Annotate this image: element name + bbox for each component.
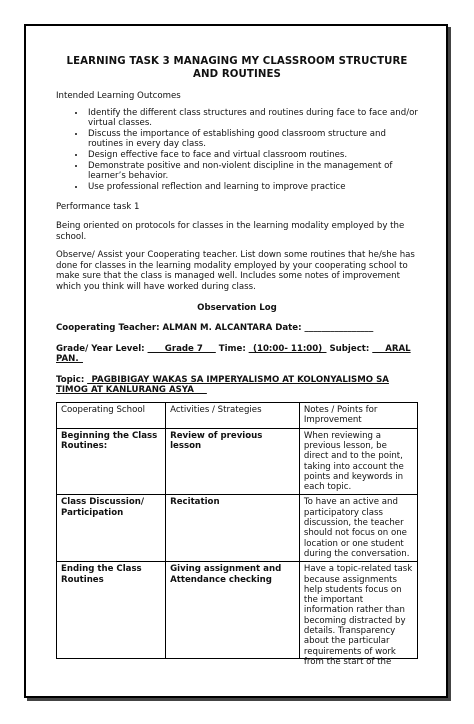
table-header-row <box>57 403 418 429</box>
row-routine: Ending the Class Routines <box>57 562 166 659</box>
header-notes: Notes / Points for Improvement <box>299 403 417 429</box>
outcomes-heading: Intended Learning Outcomes <box>56 91 181 101</box>
subject-value: ___ARAL PAN._ <box>56 343 411 365</box>
row-activity: Recitation <box>166 495 300 562</box>
row-notes: When reviewing a previous lesson, be direct and to the point, taking into account the points and keywords in each topic. <box>299 428 417 495</box>
observation-table <box>56 402 418 667</box>
row-notes <box>299 562 417 667</box>
table-row <box>57 495 418 562</box>
outcome-item: • Demonstrate positive and non-violent discipline in the management of learner’s behavior. <box>86 161 418 182</box>
header-cooperating-school: Cooperating School <box>57 403 166 429</box>
time-label: Time: <box>215 343 249 354</box>
row-activity: Review of previous lesson <box>166 428 300 495</box>
row-routine: Class Discussion/ Participation <box>57 495 166 562</box>
grade-label: Grade/ Year Level: <box>56 343 148 354</box>
row-routine: Beginning the Class Routines: <box>57 428 166 495</box>
outcome-item: • Identify the different class structures and routines during face to face and/or virtual classes. <box>86 108 418 129</box>
grade-value: ____Grade 7___ <box>147 343 216 354</box>
paragraph-orientation: Being oriented on protocols for classes in the learning modality employed by the school. <box>56 220 405 242</box>
row-activity: Giving assignment and Attendance checking <box>166 562 300 659</box>
table-row <box>57 428 418 495</box>
row-notes-text: Have a topic-related task because assignments help students focus on the important information rather than becoming distracted by details. Transparency about the particular requirements of work from the start of the <box>303 564 413 667</box>
header-activities: Activities / Strategies <box>166 403 300 429</box>
topic-value: _PAGBIBIGAY WAKAS SA IMPERYALISMO AT KOLONYALISMO SA TIMOG AT KANLURANG ASYA___ <box>56 374 389 396</box>
document-content <box>56 55 418 667</box>
time-value: _(10:00- 11:00)_ <box>248 343 327 354</box>
outcome-item: • Use professional reflection and learning to improve practice <box>86 182 418 193</box>
cooperating-teacher-line: Cooperating Teacher: ALMAN M. ALCANTARA Date: ________________ <box>56 323 374 334</box>
paragraph-instructions: Observe/ Assist your Cooperating teacher. List down some routines that he/she has done for classes in the learning modality employed by your cooperating school to make sure that the class is managed well. Includes some notes of improvement which you think will have worked during class. <box>56 250 415 292</box>
performance-task-heading: Performance task 1 <box>56 202 140 213</box>
subject-label: Subject: <box>326 343 373 354</box>
outcomes-list <box>56 108 418 193</box>
document-title: LEARNING TASK 3 MANAGING MY CLASSROOM STRUCTURE AND ROUTINES <box>66 56 408 80</box>
observation-log-title: Observation Log <box>197 302 277 313</box>
topic-line <box>56 375 418 396</box>
row-notes: To have an active and participatory class discussion, the teacher should not focus on one location or one student during the conversation. <box>299 495 417 562</box>
outcome-item: • Design effective face to face and virtual classroom routines. <box>86 150 418 161</box>
outcome-item: • Discuss the importance of establishing good classroom structure and routines in every day class. <box>86 129 418 150</box>
table-row <box>57 562 418 659</box>
topic-label: Topic: <box>56 374 88 385</box>
grade-time-subject-line <box>56 344 418 365</box>
